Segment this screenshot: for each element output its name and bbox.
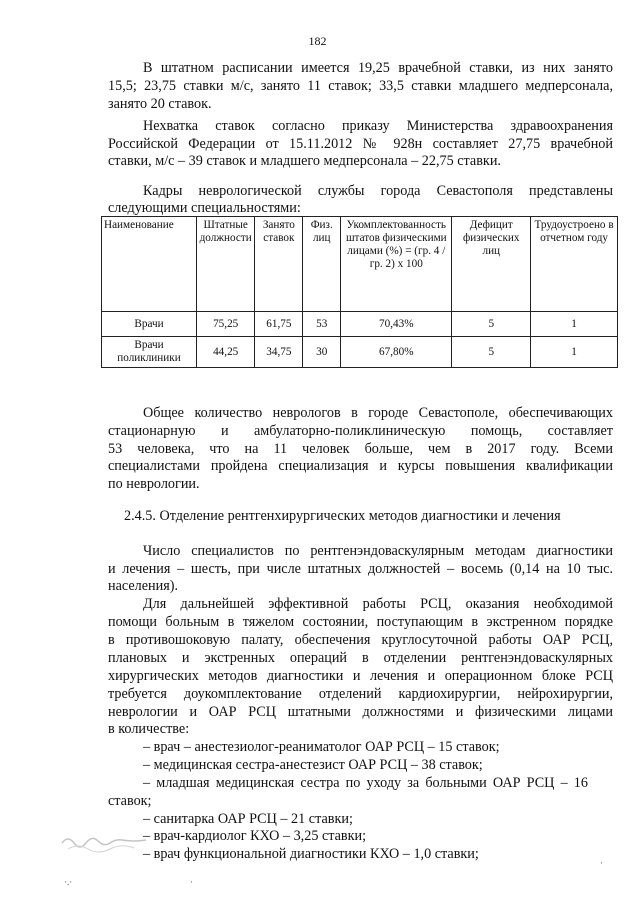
header-name: Наименование [102, 217, 197, 312]
cell-name: Врачи поликлиники [102, 337, 197, 368]
cell-percent: 67,80% [341, 337, 452, 368]
paragraph-1-line-1: В штатном расписании имеется 19,25 врачебной ставки, из них занято [143, 60, 613, 76]
page-number: 182 [308, 34, 327, 48]
list-item: – врач-кардиолог КХО – 3,25 ставки; [143, 828, 367, 844]
paragraph-5-line-3: населения). [108, 578, 179, 594]
list-item: – медицинская сестра-анестезист ОАР РСЦ – 38 ставок; [143, 757, 483, 773]
paragraph-6-line-1: Для дальнейшей эффективной работы РСЦ, оказания необходимой [143, 596, 613, 612]
paragraph-2-line-2: Российской Федерации от 15.11.2012 № 928н составляет 27,75 врачебной [108, 136, 613, 152]
section-heading: 2.4.5. Отделение рентгенхирургических методов диагностики и лечения [124, 508, 561, 524]
cell-persons: 30 [303, 337, 341, 368]
paragraph-4-line-5: по неврологии. [108, 476, 200, 492]
list-item: – младшая медицинская сестра по уходу за больными ОАР РСЦ – 16 [143, 775, 588, 791]
header-filled-positions: Занято ставок [255, 217, 303, 312]
list-item: – врач – анестезиолог-реаниматолог ОАР РСЦ – 15 ставок; [143, 739, 500, 755]
list-item: – санитарка ОАР РСЦ – 21 ставки; [143, 811, 353, 827]
paragraph-6-line-7: неврологии и ОАР РСЦ штатными должностями и физическими лицами [108, 704, 613, 720]
paragraph-3-line-1: Кадры неврологической службы города Севастополя представлены [143, 183, 613, 199]
cell-staff: 75,25 [196, 312, 254, 337]
cell-persons: 53 [303, 312, 341, 337]
paragraph-6-line-5: хирургических методов диагностики и лечения и операционном блоке РСЦ [108, 668, 613, 684]
cell-filled: 61,75 [255, 312, 303, 337]
paragraph-1-line-2: 15,5; 23,75 ставки м/с, занято 11 ставок; 33,5 ставки младшего медперсонала, [108, 78, 613, 94]
paragraph-4-line-1: Общее количество неврологов в городе Севастополе, обеспечивающих [143, 405, 613, 421]
header-staffing-percent: Укомплектованность штатов физическими лицами (%) = (гр. 4 / гр. 2) х 100 [341, 217, 452, 312]
cell-percent: 70,43% [341, 312, 452, 337]
table-header-row [102, 217, 618, 312]
cell-name: Врачи [102, 312, 197, 337]
paragraph-2-line-3: ставки, м/с – 39 ставок и младшего медперсонала – 22,75 ставки. [108, 153, 501, 169]
paragraph-1-line-3: занято 20 ставок. [108, 96, 212, 112]
paragraph-3-line-2: следующими специальностями: [108, 200, 301, 216]
cell-deficit: 5 [452, 337, 531, 368]
table-row [102, 337, 618, 368]
cell-filled: 34,75 [255, 337, 303, 368]
paragraph-6-line-8: в количестве: [108, 721, 190, 737]
paragraph-4-line-2: стационарную и амбулаторно-поликлиническую помощь, составляет [108, 423, 613, 439]
paragraph-2-line-1: Нехватка ставок согласно приказу Министерства здравоохранения [143, 118, 613, 134]
scan-speck: · [190, 877, 193, 887]
cell-staff: 44,25 [196, 337, 254, 368]
cell-employed: 1 [531, 312, 618, 337]
header-employed: Трудоустроено в отчетном году [531, 217, 618, 312]
header-physical-persons: Физ. лиц [303, 217, 341, 312]
paragraph-6-line-2: помощи больным в тяжелом состоянии, поступающим в экстренном порядке [108, 614, 613, 630]
scan-speck: · [600, 858, 603, 868]
header-staff-positions: Штатные должности [196, 217, 254, 312]
cell-employed: 1 [531, 337, 618, 368]
paragraph-5-line-1: Число специалистов по рентгенэндоваскулярным методам диагностики [143, 543, 613, 559]
paragraph-5-line-2: и лечения – шесть, при числе штатных должностей – восемь (0,14 на 10 тыс. [108, 561, 613, 577]
paragraph-6-line-6: требуется доукомплектование отделений кардиохирургии, нейрохирургии, [108, 686, 613, 702]
paragraph-4-line-4: специалистами пройдена специализация и курсы повышения квалификации [108, 458, 613, 474]
table-row [102, 312, 618, 337]
list-item: – врач функциональной диагностики КХО – 1,0 ставки; [143, 846, 479, 862]
header-deficit: Дефицит физических лиц [452, 217, 531, 312]
list-item-continuation: ставок; [108, 793, 152, 809]
paragraph-6-line-3: в противошоковую палату, обеспечения круглосуточной работы ОАР РСЦ, [108, 632, 613, 648]
cell-deficit: 5 [452, 312, 531, 337]
neurology-staff-table [101, 216, 618, 368]
paragraph-6-line-4: плановых и экстренных операций в отделении рентгенэндоваскулярных [108, 650, 613, 666]
scan-speck: ·.· [64, 877, 73, 887]
scan-smudge [60, 825, 155, 855]
paragraph-4-line-3: 53 человека, что на 11 человек больше, чем в 2017 году. Всеми [108, 441, 613, 457]
